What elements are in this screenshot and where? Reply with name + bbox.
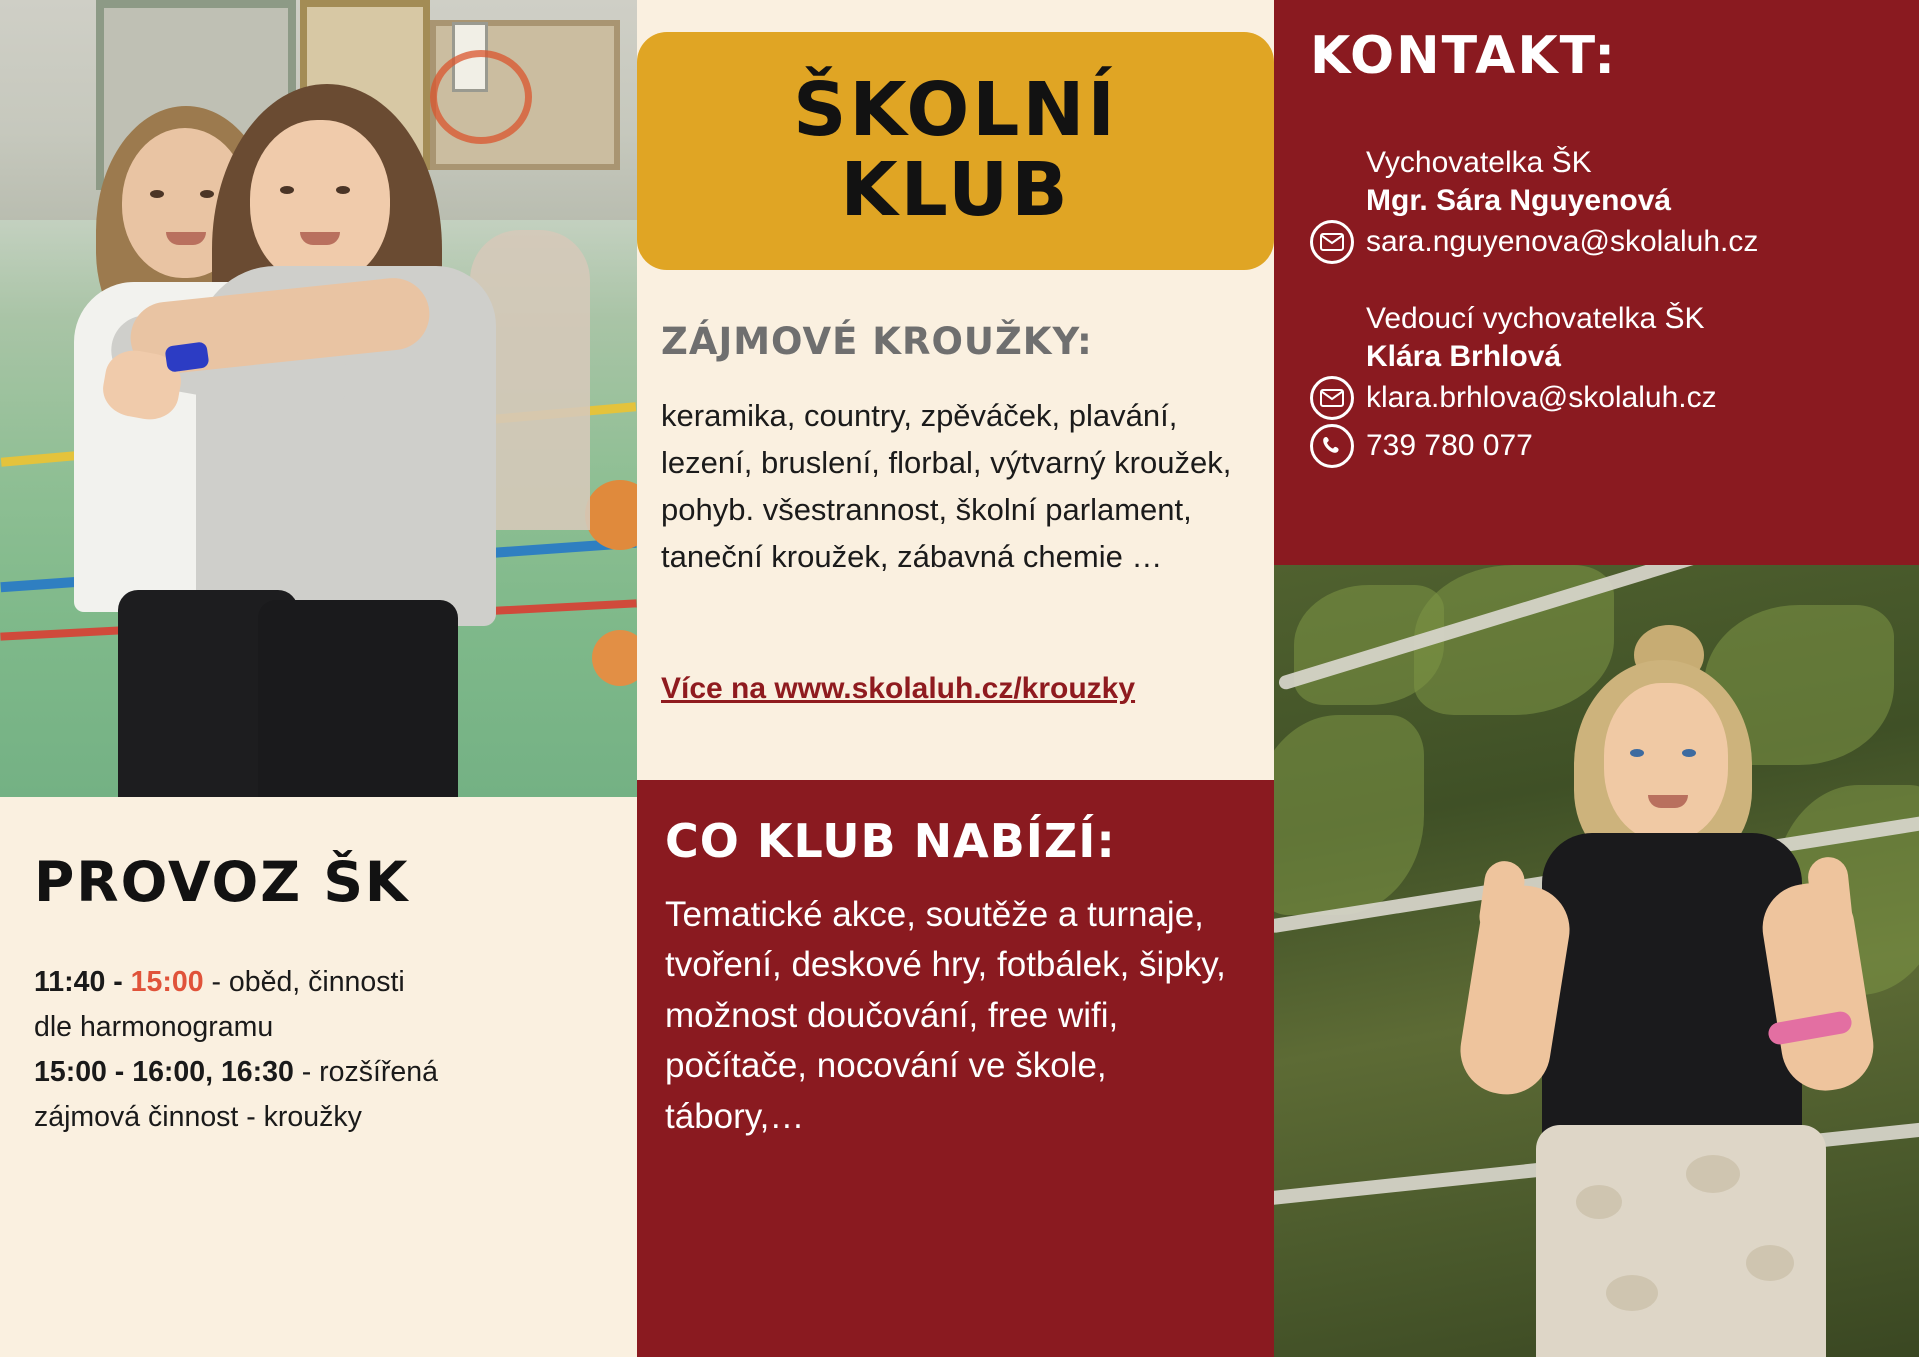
girl-right-leggings xyxy=(258,600,458,797)
photo-outdoor-girl-thumbs-up xyxy=(1274,565,1919,1357)
schedule-title: PROVOZ ŠK xyxy=(34,850,410,914)
phone-icon xyxy=(1310,424,1354,468)
envelope-icon xyxy=(1310,376,1354,420)
contact-person1-name: Mgr. Sára Nguyenová xyxy=(1366,184,1672,217)
title-line-1: ŠKOLNÍ xyxy=(793,67,1118,154)
schedule-row1-time-a: 11:40 - xyxy=(34,966,131,998)
girl-face xyxy=(1604,683,1728,841)
title-line-2: KLUB xyxy=(840,147,1071,233)
clubs-heading: ZÁJMOVÉ KROUŽKY: xyxy=(661,320,1093,363)
schedule-row1-time-b: 15:00 xyxy=(130,966,204,998)
offer-body: Tematické akce, soutěže a turnaje, tvoření, deskové hry, fotbálek, šipky, možnost doučování, free wifi, počítače, nocování ve škole, tábory,… xyxy=(665,895,1226,1136)
contact-person2-phone-row[interactable] xyxy=(1310,424,1889,468)
contact-person2-email-row[interactable] xyxy=(1310,376,1889,420)
girl-left-eye-l xyxy=(150,190,164,198)
middle-column xyxy=(637,0,1274,1357)
clubs-body: keramika, country, zpěváček, plavání, lezení, bruslení, florbal, výtvarný kroužek, pohyb. všestrannost, školní parlament, taneční kroužek, zábavná chemie … xyxy=(661,398,1232,575)
contact-divider xyxy=(1310,268,1889,302)
title-banner xyxy=(637,32,1274,270)
girl-right-face xyxy=(250,120,390,285)
contact-person2-email: klara.brhlova@skolaluh.cz xyxy=(1366,381,1717,414)
contact-person2-name: Klára Brhlová xyxy=(1366,340,1562,373)
girl-eye-r xyxy=(1682,749,1696,757)
offer-section xyxy=(637,780,1274,1357)
girl-left-mouth xyxy=(166,232,206,245)
girl-shorts xyxy=(1536,1125,1826,1357)
shorts-pattern-4 xyxy=(1606,1275,1658,1311)
girl-black-top xyxy=(1542,833,1802,1163)
contact-person2-role: Vedoucí vychovatelka ŠK xyxy=(1366,302,1705,335)
schedule-row-2-cont: zájmová činnost - kroužky xyxy=(34,1101,362,1134)
shorts-pattern-1 xyxy=(1576,1185,1622,1219)
girl-left-eye-r xyxy=(200,190,214,198)
offer-heading: CO KLUB NABÍZÍ: xyxy=(665,814,1116,868)
girl-eye-l xyxy=(1630,749,1644,757)
schedule-row1-rest: - oběd, činnosti xyxy=(203,966,405,998)
contact-person2-phone: 739 780 077 xyxy=(1366,429,1533,462)
schedule-section xyxy=(0,797,637,1357)
basketball-hoop-icon xyxy=(430,50,532,144)
shorts-pattern-3 xyxy=(1746,1245,1794,1281)
girl-right-mouth xyxy=(300,232,340,245)
contact-person1-email: sara.nguyenova@skolaluh.cz xyxy=(1366,225,1759,258)
schedule-row2-rest: - rozšířená xyxy=(293,1056,438,1089)
contact-section xyxy=(1274,0,1919,565)
schedule-row-1-cont: dle harmonogramu xyxy=(34,1011,274,1044)
schedule-row2-time: 15:00 - 16:00, 16:30 xyxy=(34,1056,294,1089)
contact-title: KONTAKT: xyxy=(1310,26,1618,86)
contact-person1-email-row[interactable] xyxy=(1310,220,1889,264)
girl-mouth xyxy=(1648,795,1688,808)
left-column xyxy=(0,0,637,1357)
girl-right-eye-r xyxy=(336,186,350,194)
girl-right-eye-l xyxy=(280,186,294,194)
shorts-pattern-2 xyxy=(1686,1155,1740,1193)
schedule-row-2 xyxy=(34,1050,603,1095)
schedule-row-1 xyxy=(34,960,603,1005)
clubs-more-link[interactable]: Více na www.skolaluh.cz/krouzky xyxy=(661,672,1136,705)
schedule-body xyxy=(34,960,603,1140)
photo-gym-two-girls xyxy=(0,0,637,797)
contact-person1-role: Vychovatelka ŠK xyxy=(1366,146,1592,179)
right-column xyxy=(1274,0,1919,1357)
envelope-icon xyxy=(1310,220,1354,264)
